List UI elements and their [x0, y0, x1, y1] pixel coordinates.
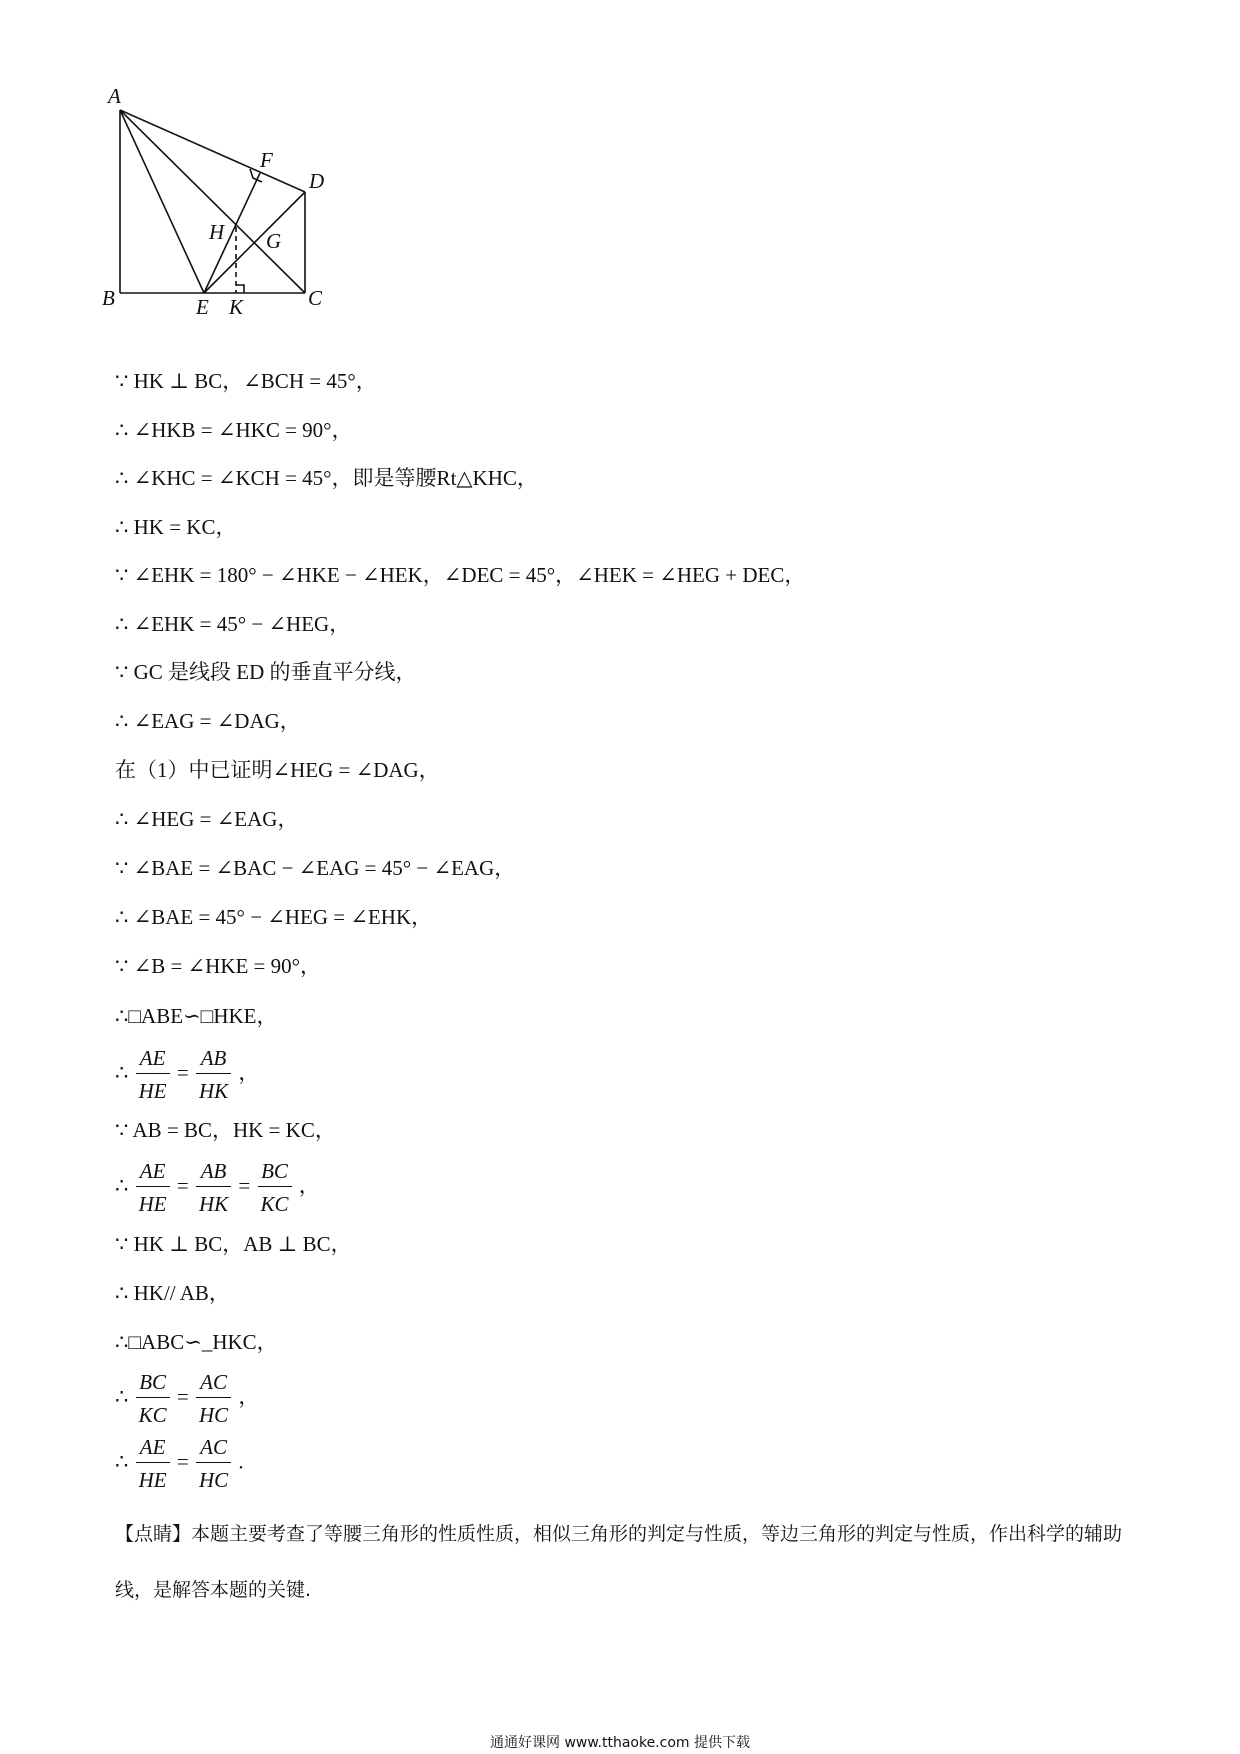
numerator: AC: [196, 1434, 231, 1463]
fraction-line-1: [115, 1045, 259, 1104]
equals-sign: =: [176, 1384, 189, 1409]
therefore-symbol: ∴: [115, 1449, 129, 1474]
step-7: ∵ GC 是线段 ED 的垂直平分线，: [115, 660, 417, 684]
therefore-symbol: ∴: [115, 1060, 129, 1085]
fraction-ae-he: [136, 1045, 170, 1104]
fraction-ac-hc: [196, 1434, 231, 1493]
geometry-figure: [102, 84, 395, 355]
label-k: K: [229, 295, 244, 319]
step-2: ∴ ∠HKB = ∠HKC = 90°，: [115, 418, 353, 442]
equals-sign: =: [176, 1173, 189, 1198]
denominator: HC: [198, 1468, 229, 1492]
denominator: HE: [138, 1079, 167, 1103]
label-g: G: [266, 229, 282, 253]
step-4: ∴ HK = KC，: [115, 515, 237, 539]
figure-svg: [102, 84, 395, 355]
label-b: B: [102, 286, 115, 310]
equals-sign: =: [176, 1060, 189, 1085]
fraction-ac-hc: [196, 1369, 231, 1428]
therefore-symbol: ∴: [115, 1173, 129, 1198]
step-6: ∴ ∠EHK = 45° − ∠HEG，: [115, 612, 351, 636]
denominator: HK: [198, 1079, 229, 1103]
denominator: HK: [198, 1192, 229, 1216]
therefore-symbol: ∴: [115, 1384, 129, 1409]
label-d: D: [309, 169, 325, 193]
fraction-line-4: [115, 1434, 244, 1493]
numerator: AB: [196, 1158, 231, 1187]
denominator: KC: [260, 1192, 289, 1216]
step-11: ∵ ∠BAE = ∠BAC − ∠EAG = 45° − ∠EAG，: [115, 856, 516, 880]
comma: ，: [298, 1173, 320, 1198]
fraction-ab-hk: [196, 1158, 231, 1217]
step-13: ∵ ∠B = ∠HKE = 90°，: [115, 954, 322, 978]
equals-sign: =: [176, 1449, 189, 1474]
step-10: ∴ ∠HEG = ∠EAG，: [115, 807, 299, 831]
step-5: ∵ ∠EHK = 180° − ∠HKE − ∠HEK，∠DEC = 45°，∠HEK = ∠HEG + DEC，: [115, 563, 806, 587]
step-14: ∴□ABE∽□HKE，: [115, 1004, 278, 1028]
fraction-bc-kc: [136, 1369, 170, 1428]
denominator: HC: [198, 1403, 229, 1427]
numerator: AB: [196, 1045, 231, 1074]
segment-ad: [120, 110, 305, 192]
equals-sign: =: [238, 1173, 251, 1198]
fraction-ae-he: [136, 1434, 170, 1493]
denominator: HE: [138, 1192, 167, 1216]
label-e: E: [196, 295, 209, 319]
step-12: ∴ ∠BAE = 45° − ∠HEG = ∠EHK，: [115, 905, 433, 929]
segment-ac: [120, 110, 305, 293]
step-3: ∴ ∠KHC = ∠KCH = 45°，即是等腰Rt△KHC，: [115, 466, 538, 490]
step-9: 在（1）中已证明∠HEG = ∠DAG，: [115, 758, 440, 782]
step-16: ∴ HK// AB，: [115, 1281, 230, 1305]
step-ab-bc: ∵ AB = BC，HK = KC，: [115, 1118, 336, 1142]
step-8: ∴ ∠EAG = ∠DAG，: [115, 709, 301, 733]
numerator: AE: [136, 1045, 170, 1074]
label-c: C: [308, 286, 323, 310]
numerator: BC: [258, 1158, 292, 1187]
segment-ae: [120, 110, 204, 293]
remark-paragraph: 【点睛】本题主要考查了等腰三角形的性质性质，相似三角形的判定与性质，等边三角形的判定与性质，作出科学的辅助线，是解答本题的关键.: [115, 1523, 1123, 1601]
fraction-ab-hk: [196, 1045, 231, 1104]
label-a: A: [108, 84, 121, 108]
numerator: AE: [136, 1434, 170, 1463]
numerator: AE: [136, 1158, 170, 1187]
fraction-line-3: [115, 1369, 259, 1428]
fraction-bc-kc: [258, 1158, 292, 1217]
label-f: F: [260, 148, 273, 172]
right-angle-k: [236, 285, 244, 293]
fraction-ae-he: [136, 1158, 170, 1217]
step-15: ∵ HK ⊥ BC，AB ⊥ BC，: [115, 1232, 352, 1256]
comma: ，: [238, 1060, 260, 1085]
step-1: ∵ HK ⊥ BC，∠BCH = 45°，: [115, 369, 377, 393]
denominator: HE: [138, 1468, 167, 1492]
comma: ，: [238, 1384, 260, 1409]
step-17: ∴□ABC∽_HKC，: [115, 1330, 278, 1354]
numerator: BC: [136, 1369, 170, 1398]
fraction-line-2: [115, 1158, 320, 1217]
numerator: AC: [196, 1369, 231, 1398]
label-h: H: [209, 220, 225, 244]
period: .: [238, 1449, 244, 1474]
page-footer: 通通好课网 www.tthaoke.com 提供下载: [490, 1735, 750, 1751]
denominator: KC: [138, 1403, 167, 1427]
